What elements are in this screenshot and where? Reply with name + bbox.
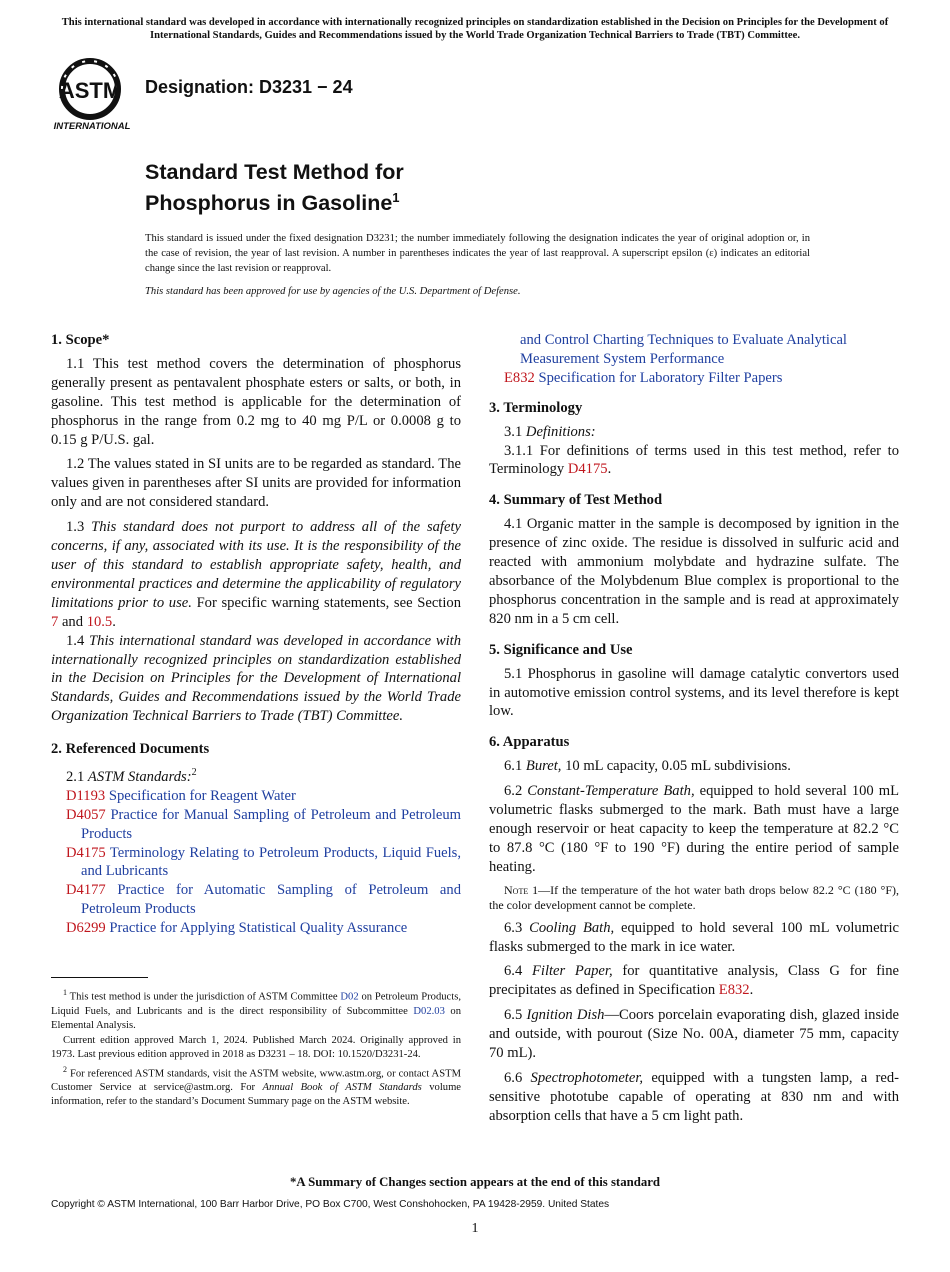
footnote-italic: Annual Book of ASTM Standards [262, 1082, 422, 1094]
reference-code[interactable]: D1193 [66, 787, 106, 804]
paragraph-6-6 [489, 1069, 899, 1126]
paragraph-number: 6.4 [504, 963, 523, 980]
note-text: —If the temperature of the hot water bath drops below 82.2 °C (180 °F), the color development cannot be complete. [489, 882, 899, 912]
paragraph-3-1-1 [489, 442, 899, 480]
reference-continuation[interactable]: and Control Charting Techniques to Evaluate Analytical Measurement System Performance [520, 332, 847, 367]
paragraph-1-3: 1.3 This standard does not purport to address all of the safety concerns, if any, associated with its use. It is the responsibility of the user of this standard to establish appropriate safety, health, and environmental practices and determine the applicability of regulatory limitations prior to use. For specific warning statements, see Section 7 and 10.5. [51, 519, 462, 630]
paragraph-text: 10 mL capacity, 0.05 mL subdivisions. [565, 758, 791, 775]
paragraph-text: 3.1.1 For definitions of terms used in this test method, refer to Terminology [489, 442, 899, 478]
paragraph-4-1: 4.1 Organic matter in the sample is decomposed by ignition in the presence of zinc oxide. The residue is dissolved in sulfuric acid and reacted with ammonium molybdate and hydrazine sulfate. The absorbance of the Molybdenum Blue complex is proportional to the phosphorus concentration in the sample and is read at approximately 820 nm in a 5 cm cell. [489, 516, 899, 627]
footnote-rule [51, 977, 148, 978]
paragraph-text: For specific warning statements, see Section [196, 594, 462, 611]
e832-link[interactable]: E832 [718, 982, 750, 999]
paragraph-number: 6.3 [504, 919, 523, 936]
section-10-5-link[interactable]: 10.5 [86, 613, 113, 630]
paragraph-text: equipped to hold several 100 mL volumetric flasks submerged to the mark. Bath must have a large enough reservoir or heat capacity to keep the temperature at 82.2 °C to 87.8 °C (180 °F to 190 °F) during the entire period of sample heating. [489, 783, 899, 875]
item-label: Cooling Bath, [529, 919, 615, 936]
paragraph-number: 3.1 [504, 423, 523, 440]
footnote-1 [51, 986, 461, 1033]
subcommittee-d02-03-link[interactable]: D02.03 [413, 1005, 445, 1017]
document-title [145, 160, 404, 216]
footnote-text: on Petroleum Products, Liquid Fuels, and Lubricants and is the direct responsibility of Subcommittee [51, 991, 461, 1017]
footnote-mark-2[interactable]: 2 [191, 767, 197, 779]
reference-code[interactable]: D6299 [66, 920, 106, 937]
reference-code[interactable]: E832 [504, 369, 535, 386]
logo-subtext: INTERNATIONAL [53, 121, 131, 132]
footnote-text: on Elemental Analysis. [51, 1005, 461, 1031]
section-heading-scope: 1. Scope* [51, 332, 110, 348]
footnote-number: 1 [63, 988, 67, 997]
footnote-edition: Current edition approved March 1, 2024. Published March 2024. Originally approved in 1973. Last previous edition approved in 2018 as D3231 – 18. DOI: 10.1520/D3231-24. [51, 1034, 461, 1060]
paragraph-text: equipped to hold several 100 mL volumetric flasks submerged to the mark in ice water. [489, 919, 900, 955]
reference-title[interactable]: Practice for Automatic Sampling of Petroleum and Petroleum Products [81, 882, 462, 918]
title-text: Phosphorus in Gasoline [145, 191, 393, 216]
reference-code[interactable]: D4057 [66, 806, 106, 823]
reference-item[interactable] [51, 844, 461, 882]
paragraph-number: 1.3 [66, 519, 85, 536]
reference-item[interactable] [51, 806, 461, 844]
item-label: Ignition Dish [526, 1007, 605, 1024]
reference-item[interactable] [51, 919, 461, 938]
section-7-link[interactable]: 7 [51, 613, 59, 630]
dod-note: This standard has been approved for use by agencies of the U.S. Department of Defense. [145, 286, 521, 297]
logo-text: ASTM [58, 78, 122, 103]
wto-statement: This international standard was developed in accordance with internationally recognized principles on standardization established in the Decision on Principles for the Development of International Standards, Guides and Recommendations issued by the World Trade Organization Technical Barriers to Trade (TBT) Committee. [51, 632, 462, 725]
safety-statement: This standard does not purport to address all of the safety concerns, if any, associated with its use. It is the responsibility of the user of this standard to establish appropriate safety, health, and environmental practices and determine the applicability of regulatory limitations prior to use. [51, 519, 461, 611]
d4175-link[interactable]: D4175 [567, 461, 608, 478]
subsection-label: Definitions: [525, 423, 596, 440]
paragraph-text: —Coors porcelain evaporating dish, glazed inside and outside, with pourout (Size No. 00A, diameter 75 mm, capacity 70 mL). [489, 1007, 899, 1062]
paragraph-1-4 [51, 632, 461, 727]
reference-title[interactable]: Specification for Reagent Water [108, 787, 296, 804]
paragraph-text: . [607, 461, 612, 478]
paragraph-5-1: 5.1 Phosphorus in gasoline will damage catalytic convertors used in automotive emission control systems, and its level therefore is kept low. [489, 665, 899, 720]
reference-item[interactable] [489, 369, 899, 388]
section-heading-summary: 4. Summary of Test Method [489, 492, 663, 509]
paragraph-number: 6.5 [504, 1007, 523, 1024]
footnote-number: 2 [63, 1064, 67, 1074]
committee-d02-link[interactable]: D02 [340, 991, 359, 1003]
astm-logo [52, 56, 136, 132]
paragraph-1-2: 1.2 The values stated in SI units are to be regarded as standard. The values given in parentheses after SI units are provided for information only and are not considered standard. [51, 456, 461, 511]
paragraph-text: and [61, 613, 84, 630]
paragraph-number: 2.1 [66, 768, 85, 785]
note-1 [489, 883, 899, 913]
copyright: Copyright © ASTM International, 100 Barr Harbor Drive, PO Box C700, West Conshohocken, PA 19428-2959. United States [51, 1199, 610, 1210]
reference-code[interactable]: D4175 [66, 844, 106, 861]
paragraph-text: . [749, 982, 754, 999]
reference-title[interactable]: Terminology Relating to Petroleum Products, Liquid Fuels, and Lubricants [81, 844, 462, 880]
section-heading-apparatus: 6. Apparatus [489, 734, 570, 751]
section-heading-terminology: 3. Terminology [489, 399, 583, 416]
title-footnote-mark[interactable]: 1 [392, 190, 400, 205]
reference-title[interactable]: Specification for Laboratory Filter Papers [538, 369, 783, 386]
paragraph-6-3 [489, 919, 899, 957]
title-line-1: Standard Test Method for [145, 160, 404, 184]
item-label: Filter Paper, [531, 963, 613, 980]
section-heading-significance: 5. Significance and Use [489, 641, 633, 658]
item-label: Spectrophotometer, [530, 1070, 644, 1086]
note-label: Note 1 [504, 882, 539, 897]
paragraph-1-1: 1.1 This test method covers the determination of phosphorus generally present as pentavalent phosphate esters or salts, or both, in gasoline. This test method is applicable for the determination of phosphorus in the range from 0.2 mg to 40 mg P/L or 0.0008 g to 0.15 g P/U.S. gal. [51, 355, 461, 448]
paragraph-number: 1.4 [66, 632, 85, 649]
top-notice: This international standard was developed in accordance with internationally recognized principles on standardization established in the Decision on Principles for the Development of International Standards, Guides and Recommendations issued by the World Trade Organization Technical Barriers to Trade (TBT) Committee. [61, 17, 889, 41]
paragraph-number: 6.2 [504, 783, 523, 800]
reference-item[interactable] [51, 787, 461, 806]
designation: Designation: D3231 − 24 [145, 77, 353, 97]
reference-list [51, 787, 461, 938]
footnote-2 [51, 1063, 461, 1110]
footnote-text: volume information, refer to the standard’s Document Summary page on the ASTM website. [51, 1082, 462, 1108]
page-number: 1 [471, 1221, 479, 1236]
subsection-label: ASTM Standards: [87, 768, 192, 785]
footnote-text: For referenced ASTM standards, visit the ASTM website, www.astm.org, or contact ASTM Customer Service at service@astm.org. For [51, 1068, 461, 1094]
right-column [489, 331, 899, 1132]
reference-item[interactable] [51, 881, 461, 919]
left-column [51, 331, 461, 938]
paragraph-6-2 [489, 782, 899, 877]
section-heading-referenced-documents: 2. Referenced Documents [51, 741, 210, 758]
title-line-2 [145, 185, 404, 216]
paragraph-3-1 [489, 423, 899, 442]
paragraph-text: for quantitative analysis, Class G for fine precipitates as defined in Specification [489, 963, 899, 999]
item-label: Constant-Temperature Bath, [527, 783, 695, 800]
paragraph-2-1 [51, 764, 461, 787]
paragraph-6-1 [489, 757, 899, 776]
reference-code[interactable]: D4177 [66, 882, 106, 899]
paragraph-6-5 [489, 1006, 899, 1063]
issue-note: This standard is issued under the fixed designation D3231; the number immediately following the designation indicates the year of original adoption or, in the case of revision, the year of last revision. A number in parentheses indicates the year of last reapproval. A superscript epsilon (ε) indicates an editorial change since the last revision or reapproval. [145, 233, 810, 274]
summary-of-changes-note: *A Summary of Changes section appears at the end of this standard [289, 1175, 661, 1189]
footnotes [51, 986, 461, 1110]
item-label: Buret, [525, 758, 562, 775]
reference-title[interactable]: Practice for Applying Statistical Quality Assurance [109, 920, 408, 937]
reference-title[interactable]: Practice for Manual Sampling of Petroleum and Petroleum Products [81, 806, 461, 842]
paragraph-number: 6.6 [504, 1070, 523, 1086]
footnote-text: This test method is under the jurisdiction of ASTM Committee [69, 991, 338, 1003]
paragraph-number: 6.1 [504, 758, 523, 775]
paragraph-text: equipped with a tungsten lamp, a red-sensitive phototube capable of operating at 830 nm and with absorption cells that have a 5 cm light path. [489, 1070, 900, 1124]
paragraph-6-4 [489, 962, 899, 1000]
